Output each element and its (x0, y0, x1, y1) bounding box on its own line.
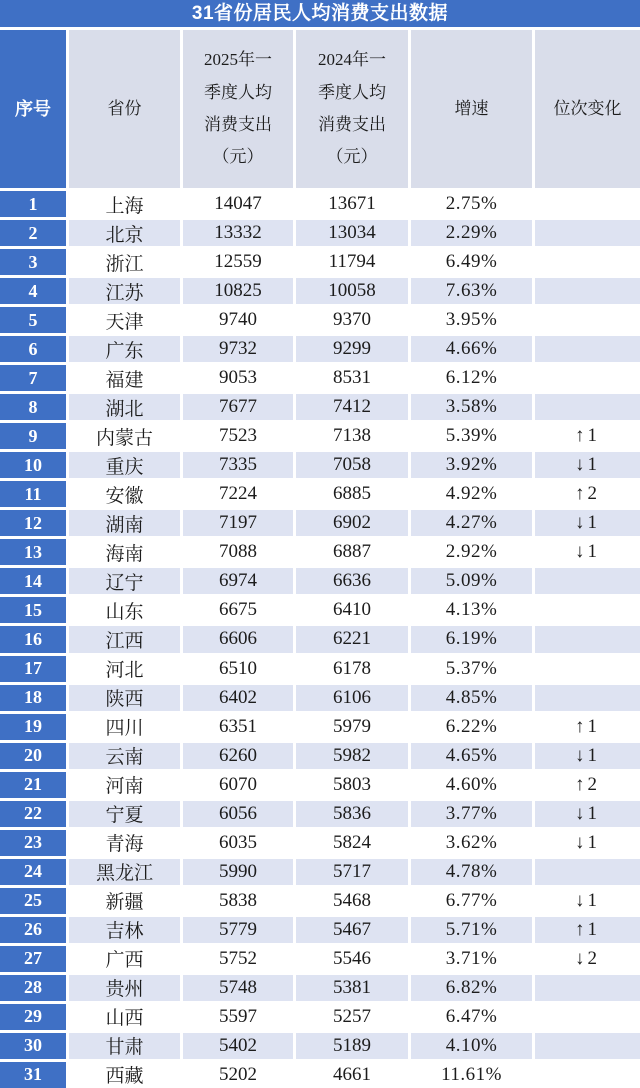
province-cell: 浙江 (69, 249, 180, 275)
rank-change-cell (535, 568, 640, 594)
growth-cell: 4.10% (411, 1033, 532, 1059)
province-cell: 甘肃 (69, 1033, 180, 1059)
row-index-cell: 6 (0, 336, 66, 362)
growth-cell: 3.77% (411, 801, 532, 827)
row-index-cell: 16 (0, 626, 66, 652)
province-cell: 山东 (69, 597, 180, 623)
value-2024-cell: 5468 (296, 888, 408, 914)
growth-cell: 5.09% (411, 568, 532, 594)
value-2025-cell: 6974 (183, 568, 293, 594)
value-2025-cell: 7523 (183, 423, 293, 449)
rank-change-cell: ↓1 (535, 801, 640, 827)
row-index-cell: 1 (0, 191, 66, 217)
province-cell: 江苏 (69, 278, 180, 304)
data-table (0, 30, 640, 1088)
growth-cell: 2.75% (411, 191, 532, 217)
header-2024-expenditure (296, 30, 408, 188)
value-2025-cell: 9732 (183, 336, 293, 362)
value-2024-cell: 5979 (296, 714, 408, 740)
growth-cell: 5.39% (411, 423, 532, 449)
province-cell: 江西 (69, 626, 180, 652)
growth-cell: 4.13% (411, 597, 532, 623)
growth-cell: 6.19% (411, 626, 532, 652)
growth-cell: 5.37% (411, 656, 532, 682)
row-index-cell: 25 (0, 888, 66, 914)
province-cell: 宁夏 (69, 801, 180, 827)
value-2025-cell: 7088 (183, 539, 293, 565)
value-2024-cell: 7058 (296, 452, 408, 478)
row-index-cell: 27 (0, 946, 66, 972)
growth-cell: 3.95% (411, 307, 532, 333)
province-cell: 湖南 (69, 510, 180, 536)
row-index-cell: 2 (0, 220, 66, 246)
value-2025-cell: 5752 (183, 946, 293, 972)
value-2024-cell: 5824 (296, 830, 408, 856)
rank-change-cell (535, 191, 640, 217)
value-2025-cell: 6675 (183, 597, 293, 623)
growth-cell: 6.77% (411, 888, 532, 914)
province-cell: 辽宁 (69, 568, 180, 594)
value-2025-cell: 6351 (183, 714, 293, 740)
value-2024-cell: 9299 (296, 336, 408, 362)
province-cell: 青海 (69, 830, 180, 856)
row-index-cell: 12 (0, 510, 66, 536)
value-2025-cell: 7677 (183, 394, 293, 420)
rank-change-cell (535, 220, 640, 246)
value-2025-cell: 6035 (183, 830, 293, 856)
rank-change-cell: ↓1 (535, 743, 640, 769)
row-index-cell: 3 (0, 249, 66, 275)
value-2025-cell: 9053 (183, 365, 293, 391)
row-index-cell: 14 (0, 568, 66, 594)
growth-cell: 3.58% (411, 394, 532, 420)
province-cell: 安徽 (69, 481, 180, 507)
value-2024-cell: 5189 (296, 1033, 408, 1059)
growth-cell: 11.61% (411, 1062, 532, 1088)
value-2024-cell: 5803 (296, 772, 408, 798)
header-2024-expenditure-label: 2024年一季度人均消费支出（元） (318, 50, 386, 167)
row-index-cell: 30 (0, 1033, 66, 1059)
rank-change-cell: ↓1 (535, 539, 640, 565)
province-cell: 西藏 (69, 1062, 180, 1088)
value-2025-cell: 7335 (183, 452, 293, 478)
value-2024-cell: 13034 (296, 220, 408, 246)
province-cell: 北京 (69, 220, 180, 246)
growth-cell: 4.60% (411, 772, 532, 798)
value-2025-cell: 6070 (183, 772, 293, 798)
value-2024-cell: 5982 (296, 743, 408, 769)
value-2024-cell: 13671 (296, 191, 408, 217)
rank-change-cell: ↓1 (535, 452, 640, 478)
rank-change-cell (535, 1033, 640, 1059)
value-2025-cell: 5597 (183, 1004, 293, 1030)
value-2024-cell: 6178 (296, 656, 408, 682)
row-index-cell: 24 (0, 859, 66, 885)
header-2025-expenditure (183, 30, 293, 188)
value-2024-cell: 7412 (296, 394, 408, 420)
rank-change-cell (535, 975, 640, 1001)
province-cell: 河北 (69, 656, 180, 682)
growth-cell: 4.85% (411, 685, 532, 711)
growth-cell: 7.63% (411, 278, 532, 304)
value-2024-cell: 6636 (296, 568, 408, 594)
rank-change-cell (535, 249, 640, 275)
value-2024-cell: 5836 (296, 801, 408, 827)
row-index-cell: 21 (0, 772, 66, 798)
row-index-cell: 7 (0, 365, 66, 391)
value-2025-cell: 6402 (183, 685, 293, 711)
value-2025-cell: 5402 (183, 1033, 293, 1059)
rank-change-cell: ↓2 (535, 946, 640, 972)
value-2025-cell: 12559 (183, 249, 293, 275)
province-cell: 河南 (69, 772, 180, 798)
row-index-cell: 4 (0, 278, 66, 304)
header-growth-rate: 增速 (411, 30, 532, 188)
row-index-cell: 18 (0, 685, 66, 711)
province-cell: 湖北 (69, 394, 180, 420)
header-2025-expenditure-label: 2025年一季度人均消费支出（元） (204, 50, 272, 167)
rank-change-cell (535, 1062, 640, 1088)
value-2024-cell: 5381 (296, 975, 408, 1001)
row-index-cell: 31 (0, 1062, 66, 1088)
row-index-cell: 19 (0, 714, 66, 740)
rank-change-cell: ↓1 (535, 510, 640, 536)
growth-cell: 4.78% (411, 859, 532, 885)
growth-cell: 3.92% (411, 452, 532, 478)
value-2024-cell: 8531 (296, 365, 408, 391)
value-2024-cell: 6106 (296, 685, 408, 711)
row-index-cell: 22 (0, 801, 66, 827)
value-2025-cell: 7224 (183, 481, 293, 507)
province-cell: 吉林 (69, 917, 180, 943)
value-2025-cell: 6606 (183, 626, 293, 652)
growth-cell: 4.65% (411, 743, 532, 769)
rank-change-cell (535, 656, 640, 682)
value-2025-cell: 5202 (183, 1062, 293, 1088)
value-2025-cell: 5779 (183, 917, 293, 943)
rank-change-cell: ↑2 (535, 481, 640, 507)
value-2025-cell: 5748 (183, 975, 293, 1001)
value-2024-cell: 6410 (296, 597, 408, 623)
province-cell: 广东 (69, 336, 180, 362)
value-2024-cell: 11794 (296, 249, 408, 275)
value-2024-cell: 5467 (296, 917, 408, 943)
row-index-cell: 29 (0, 1004, 66, 1030)
value-2025-cell: 6260 (183, 743, 293, 769)
province-cell: 云南 (69, 743, 180, 769)
rank-change-cell (535, 336, 640, 362)
rank-change-cell: ↓1 (535, 888, 640, 914)
header-index: 序号 (0, 30, 66, 188)
growth-cell: 6.12% (411, 365, 532, 391)
row-index-cell: 20 (0, 743, 66, 769)
value-2024-cell: 6887 (296, 539, 408, 565)
row-index-cell: 23 (0, 830, 66, 856)
value-2024-cell: 6902 (296, 510, 408, 536)
row-index-cell: 15 (0, 597, 66, 623)
rank-change-cell (535, 394, 640, 420)
value-2025-cell: 6510 (183, 656, 293, 682)
header-province: 省份 (69, 30, 180, 188)
rank-change-cell: ↑1 (535, 917, 640, 943)
value-2025-cell: 14047 (183, 191, 293, 217)
value-2024-cell: 10058 (296, 278, 408, 304)
rank-change-cell (535, 278, 640, 304)
growth-cell: 6.49% (411, 249, 532, 275)
value-2025-cell: 5990 (183, 859, 293, 885)
growth-cell: 3.62% (411, 830, 532, 856)
province-cell: 重庆 (69, 452, 180, 478)
row-index-cell: 10 (0, 452, 66, 478)
province-cell: 陕西 (69, 685, 180, 711)
row-index-cell: 13 (0, 539, 66, 565)
province-cell: 山西 (69, 1004, 180, 1030)
row-index-cell: 26 (0, 917, 66, 943)
growth-cell: 3.71% (411, 946, 532, 972)
growth-cell: 2.92% (411, 539, 532, 565)
province-cell: 广西 (69, 946, 180, 972)
growth-cell: 6.22% (411, 714, 532, 740)
value-2025-cell: 6056 (183, 801, 293, 827)
province-cell: 海南 (69, 539, 180, 565)
value-2024-cell: 5546 (296, 946, 408, 972)
growth-cell: 4.92% (411, 481, 532, 507)
province-cell: 福建 (69, 365, 180, 391)
rank-change-cell (535, 365, 640, 391)
rank-change-cell: ↓1 (535, 830, 640, 856)
value-2025-cell: 7197 (183, 510, 293, 536)
header-rank-change: 位次变化 (535, 30, 640, 188)
province-cell: 黑龙江 (69, 859, 180, 885)
value-2024-cell: 5257 (296, 1004, 408, 1030)
row-index-cell: 9 (0, 423, 66, 449)
rank-change-cell (535, 597, 640, 623)
value-2024-cell: 7138 (296, 423, 408, 449)
value-2025-cell: 9740 (183, 307, 293, 333)
rank-change-cell: ↑1 (535, 423, 640, 449)
growth-cell: 2.29% (411, 220, 532, 246)
value-2024-cell: 6221 (296, 626, 408, 652)
page-title: 31省份居民人均消费支出数据 (0, 0, 640, 27)
rank-change-cell: ↑1 (535, 714, 640, 740)
province-cell: 内蒙古 (69, 423, 180, 449)
rank-change-cell: ↑2 (535, 772, 640, 798)
rank-change-cell (535, 307, 640, 333)
growth-cell: 4.66% (411, 336, 532, 362)
growth-cell: 6.82% (411, 975, 532, 1001)
province-cell: 新疆 (69, 888, 180, 914)
row-index-cell: 5 (0, 307, 66, 333)
value-2025-cell: 5838 (183, 888, 293, 914)
value-2024-cell: 9370 (296, 307, 408, 333)
growth-cell: 4.27% (411, 510, 532, 536)
value-2025-cell: 10825 (183, 278, 293, 304)
row-index-cell: 8 (0, 394, 66, 420)
rank-change-cell (535, 685, 640, 711)
row-index-cell: 17 (0, 656, 66, 682)
value-2024-cell: 5717 (296, 859, 408, 885)
rank-change-cell (535, 626, 640, 652)
row-index-cell: 11 (0, 481, 66, 507)
province-cell: 四川 (69, 714, 180, 740)
rank-change-cell (535, 859, 640, 885)
value-2024-cell: 6885 (296, 481, 408, 507)
province-cell: 上海 (69, 191, 180, 217)
province-cell: 贵州 (69, 975, 180, 1001)
value-2024-cell: 4661 (296, 1062, 408, 1088)
row-index-cell: 28 (0, 975, 66, 1001)
growth-cell: 5.71% (411, 917, 532, 943)
value-2025-cell: 13332 (183, 220, 293, 246)
growth-cell: 6.47% (411, 1004, 532, 1030)
rank-change-cell (535, 1004, 640, 1030)
province-cell: 天津 (69, 307, 180, 333)
